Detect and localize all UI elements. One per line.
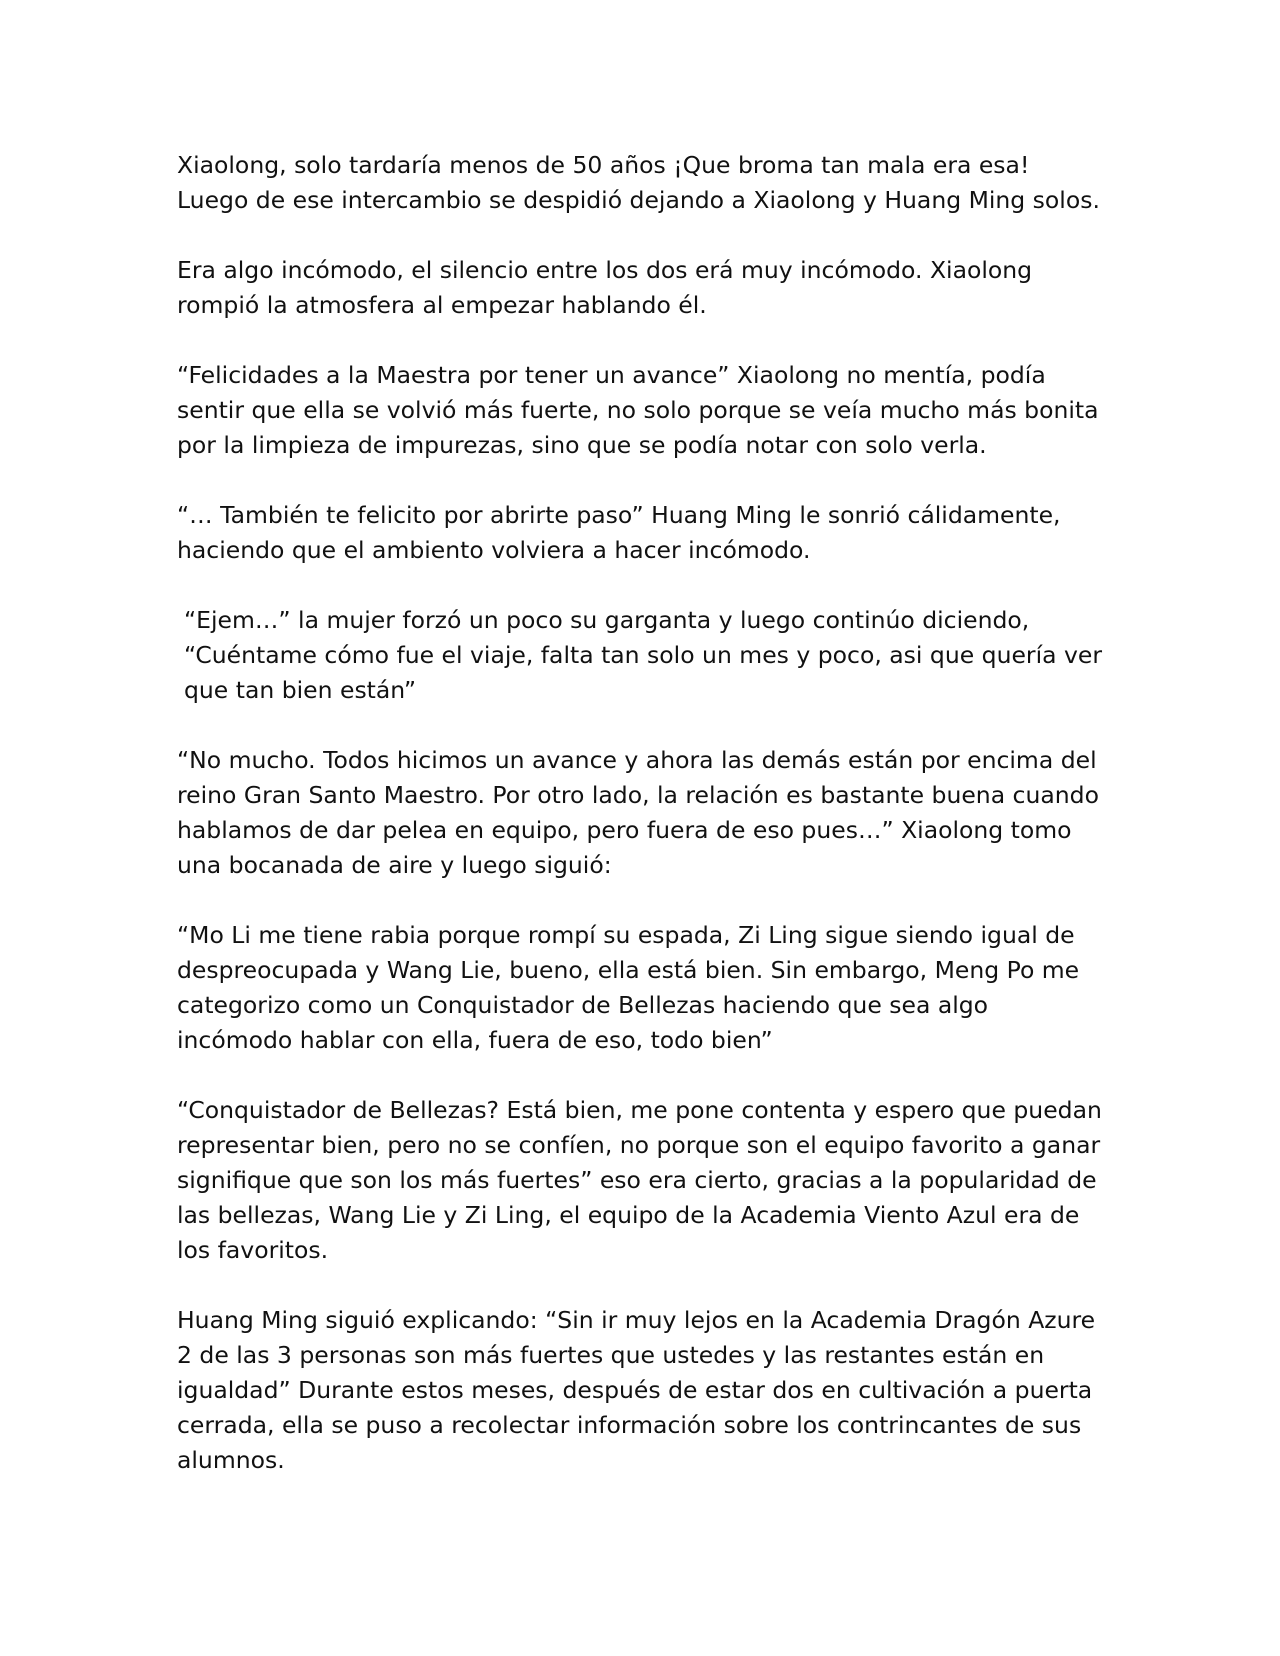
paragraph-1: Xiaolong, solo tardaría menos de 50 años ¡Que broma tan mala era esa! Luego de ese intercambio se despidió dejando a Xiaolong y Huang Ming solos.: [177, 151, 1100, 214]
body-text: [177, 148, 1107, 1513]
paragraph-5: “Ejem…” la mujer forzó un poco su garganta y luego continúo diciendo, “Cuéntame cómo fue el viaje, falta tan solo un mes y poco, asi que quería ver que tan bien están”: [184, 606, 1103, 704]
paragraph-8: “Conquistador de Bellezas? Está bien, me pone contenta y espero que puedan representar bien, pero no se confíen, no porque son el equipo favorito a ganar signifique que son los más fuertes” eso era cierto, gracias a la popularidad de las bellezas, Wang Lie y Zi Ling, el equipo de la Academia Viento Azul era de los favoritos.: [177, 1096, 1102, 1264]
paragraph-9: Huang Ming siguió explicando: “Sin ir muy lejos en la Academia Dragón Azure 2 de las 3 personas son más fuertes que ustedes y las restantes están en igualdad” Durante estos meses, después de estar dos en cultivación a puerta cerrada, ella se puso a recolectar información sobre los contrincantes de sus alumnos.: [177, 1306, 1096, 1474]
paragraph-2: Era algo incómodo, el silencio entre los dos erá muy incómodo. Xiaolong rompió la atmosfera al empezar hablando él.: [177, 256, 1033, 319]
paragraph-4: “… También te felicito por abrirte paso” Huang Ming le sonrió cálidamente, haciendo que el ambiento volviera a hacer incómodo.: [177, 501, 1061, 564]
paragraph-7: “Mo Li me tiene rabia porque rompí su espada, Zi Ling sigue siendo igual de despreocupada y Wang Lie, bueno, ella está bien. Sin embargo, Meng Po me categorizo como un Conquistador de Bellezas haciendo que sea algo incómodo hablar con ella, fuera de eso, todo bien”: [177, 921, 1080, 1054]
paragraph-6: “No mucho. Todos hicimos un avance y ahora las demás están por encima del reino Gran Santo Maestro. Por otro lado, la relación es bastante buena cuando hablamos de dar pelea en equipo, pero fuera de eso pues…” Xiaolong tomo una bocanada de aire y luego siguió:: [177, 746, 1099, 879]
paragraph-3: “Felicidades a la Maestra por tener un avance” Xiaolong no mentía, podía sentir que ella se volvió más fuerte, no solo porque se veía mucho más bonita por la limpieza de impurezas, sino que se podía notar con solo verla.: [177, 361, 1099, 459]
